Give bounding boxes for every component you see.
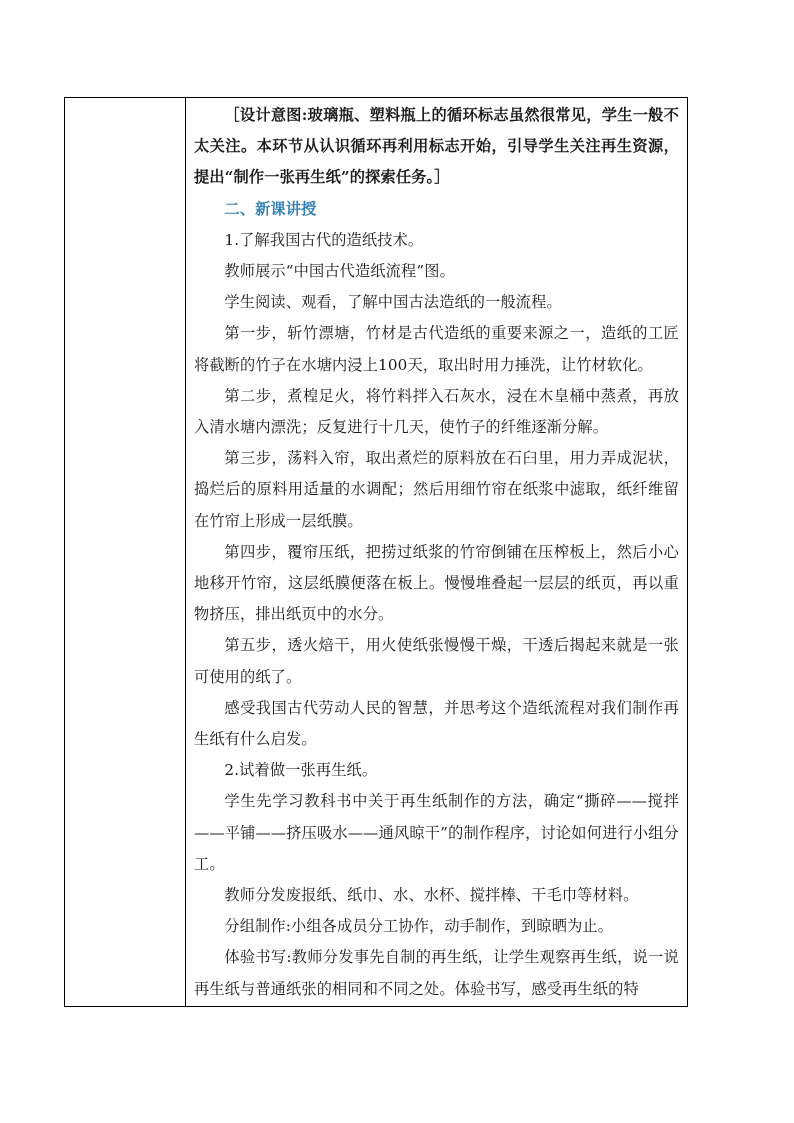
list-item-1: 1.了解我国古代的造纸技术。 — [224, 230, 424, 249]
design-intent-paragraph: ［设计意图:玻璃瓶、塑料瓶上的循环标志虽然很常见，学生一般不太关注。本环节从认识循环再利用标志开始，引导学生关注再生资源，提出“制作一张再生纸”的探索任务。］ — [194, 106, 679, 187]
table-left-column — [65, 98, 186, 1006]
teacher-distribute-paragraph: 教师分发废报纸、纸巾、水、水杯、搅拌棒、干毛巾等材料。 — [224, 886, 639, 905]
student-read-paragraph: 学生阅读、观看，了解中国古法造纸的一般流程。 — [224, 293, 562, 312]
step-5-paragraph: 第五步，透火焙干，用火使纸张慢慢干燥，干透后揭起来就是一张可使用的纸了。 — [194, 636, 679, 686]
step-1-paragraph: 第一步，斩竹漂塘，竹材是古代造纸的重要来源之一，造纸的工匠将截断的竹子在水塘内浸上100天，取出时用力捶洗，让竹材软化。 — [194, 324, 679, 374]
step-2-paragraph: 第二步，煮楻足火，将竹料拌入石灰水，浸在木皇桶中蒸煮，再放入清水塘内漂洗；反复进行十几天，使竹子的纤维逐渐分解。 — [194, 386, 679, 437]
list-item-2: 2.试着做一张再生纸。 — [224, 761, 378, 780]
teacher-show-paragraph: 教师展示“中国古代造纸流程”图。 — [224, 262, 455, 281]
group-make-paragraph: 分组制作:小组各成员分工协作，动手制作，到晾晒为止。 — [224, 917, 614, 936]
table-content-column — [186, 98, 687, 1006]
step-3-paragraph: 第三步，荡料入帘，取出煮烂的原料放在石臼里，用力弄成泥状，捣烂后的原料用适量的水调配；然后用细竹帘在纸浆中滤取，纸纤维留在竹帘上形成一层纸膜。 — [194, 449, 679, 530]
step-4-paragraph: 第四步，覆帘压纸，把捞过纸浆的竹帘倒铺在压榨板上，然后小心地移开竹帘，这层纸膜便落在板上。慢慢堆叠起一层层的纸页，再以重物挤压，排出纸页中的水分。 — [194, 542, 679, 624]
lesson-table — [64, 97, 688, 1007]
reflect-paragraph: 感受我国古代劳动人民的智慧，并思考这个造纸流程对我们制作再生纸有什么启发。 — [194, 698, 679, 749]
student-learn-paragraph: 学生先学习教科书中关于再生纸制作的方法，确定“撕碎——搅拌——平铺——挤压吸水——通风晾干”的制作程序，讨论如何进行小组分工。 — [194, 792, 679, 873]
experience-write-paragraph: 体验书写:教师分发事先自制的再生纸，让学生观察再生纸，说一说再生纸与普通纸张的相同和不同之处。体验书写，感受再生纸的特 — [194, 948, 679, 998]
section-heading: 二、新课讲授 — [224, 199, 317, 218]
